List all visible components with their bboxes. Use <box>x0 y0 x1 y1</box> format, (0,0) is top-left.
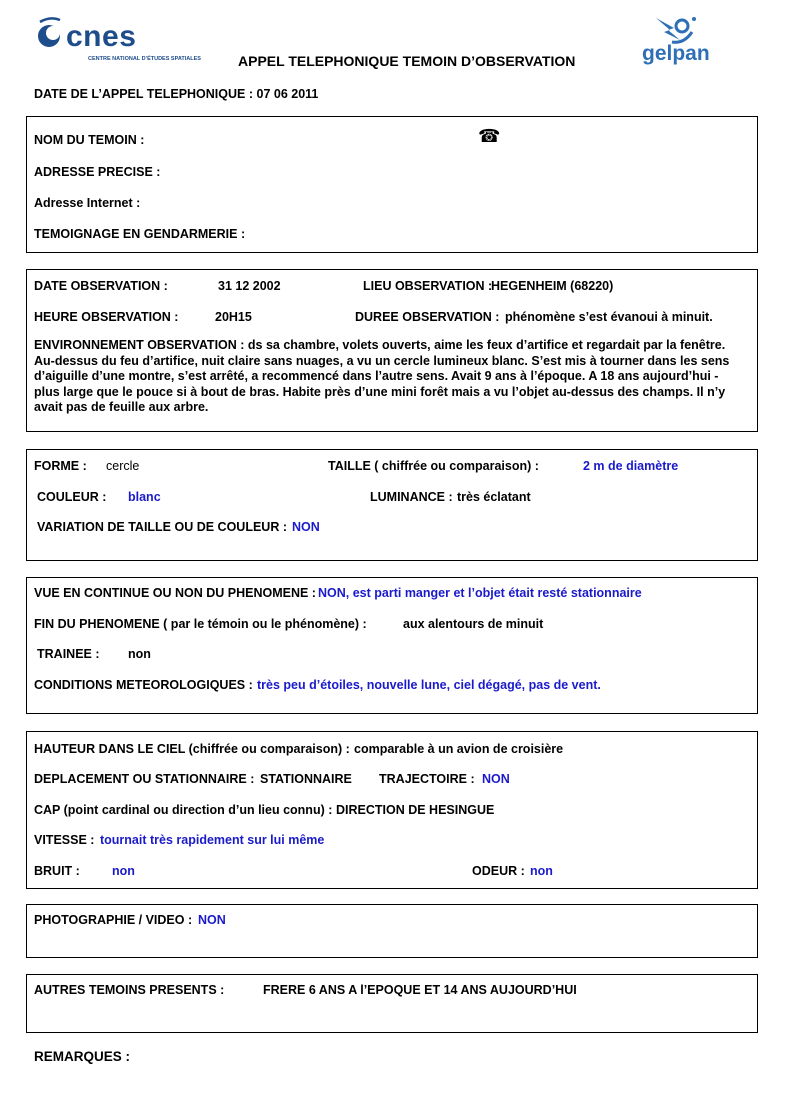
remarks-label: REMARQUES : <box>34 1049 131 1064</box>
luminance-value: très éclatant <box>457 490 531 504</box>
media-label: PHOTOGRAPHIE / VIDEO : <box>34 913 193 927</box>
media-value: NON <box>198 913 226 927</box>
height-value: comparable à un avion de croisière <box>354 742 564 756</box>
call-date-value: 07 06 2011 <box>256 87 319 101</box>
end-value: aux alentours de minuit <box>403 617 544 631</box>
speed-label: VITESSE : <box>34 833 95 847</box>
page-title: APPEL TELEPHONIQUE TEMOIN D’OBSERVATION <box>238 53 576 69</box>
shape-label: FORME : <box>34 459 87 473</box>
end-label: FIN DU PHENOMENE ( par le témoin ou le phénomène) : <box>34 617 367 631</box>
color-value: blanc <box>128 490 161 504</box>
speed-value: tournait très rapidement sur lui même <box>100 833 325 847</box>
luminance-label: LUMINANCE : <box>370 490 453 504</box>
shape-value: cercle <box>106 459 140 473</box>
gelpan-logo-text: gelpan <box>642 42 710 65</box>
other-witnesses-value: FRERE 6 ANS A l’EPOQUE ET 14 ANS AUJOURD’HUI <box>263 983 577 997</box>
trail-label: TRAINEE : <box>37 647 100 661</box>
witness-gendarmerie-label: TEMOIGNAGE EN GENDARMERIE : <box>34 227 246 241</box>
phone-icon: ☎ <box>478 126 501 146</box>
observation-date-label: DATE OBSERVATION : <box>34 279 168 293</box>
noise-label: BRUIT : <box>34 864 80 878</box>
witness-address-label: ADRESSE PRECISE : <box>34 165 161 179</box>
observation-place-label: LIEU OBSERVATION : <box>363 279 493 293</box>
heading-value: DIRECTION DE HESINGUE <box>336 803 495 817</box>
trajectory-label: TRAJECTOIRE : <box>379 772 475 786</box>
displacement-value: STATIONNAIRE <box>260 772 352 786</box>
gelpan-logo <box>640 14 716 70</box>
size-value: 2 m de diamètre <box>583 459 679 473</box>
continuous-label: VUE EN CONTINUE OU NON DU PHENOMENE : <box>34 586 316 600</box>
displacement-label: DEPLACEMENT OU STATIONNAIRE : <box>34 772 255 786</box>
size-label: TAILLE ( chiffrée ou comparaison) : <box>328 459 539 473</box>
heading-label: CAP (point cardinal ou direction d’un lieu connu) : <box>34 803 333 817</box>
cnes-logo-text: cnes <box>66 20 137 53</box>
call-date-label <box>34 87 318 101</box>
observation-duration-label: DUREE OBSERVATION : <box>355 310 500 324</box>
color-label: COULEUR : <box>37 490 107 504</box>
observation-environment-text: ds sa chambre, volets ouverts, aime les feux d’artifice et regardait par la fenêtre. Au-dessus du feu d’artifice, nuit claire sans nuages, a vu un cercle lumineux blanc. S’est mis à tourner dans les sens d’aiguille d’une montre, s’est arrêté, a recommencé dans l’autre sens. Avait 9 ans à l’époque. A 18 ans aujourd’hui - plus large que le pouce si à bout de bras. Habite près d’une mini forêt mais a vu l’objet au-dessus des champs. Il n’y avait pas de feuille aux arbre. <box>34 338 730 414</box>
observation-place-value: HEGENHEIM (68220) <box>491 279 614 293</box>
call-date-label-text: DATE DE L’APPEL TELEPHONIQUE : <box>34 87 254 101</box>
observation-duration-value: phénomène s’est évanoui à minuit. <box>505 310 713 324</box>
observation-time-value: 20H15 <box>215 310 252 324</box>
other-witnesses-label: AUTRES TEMOINS PRESENTS : <box>34 983 225 997</box>
witness-internet-label: Adresse Internet : <box>34 196 141 210</box>
observation-environment <box>34 338 746 416</box>
trajectory-value: NON <box>482 772 510 786</box>
weather-label: CONDITIONS METEOROLOGIQUES : <box>34 678 253 692</box>
cnes-logo-subtitle: CENTRE NATIONAL D’ÉTUDES SPATIALES <box>88 56 201 62</box>
weather-value: très peu d’étoiles, nouvelle lune, ciel dégagé, pas de vent. <box>257 678 601 692</box>
observation-time-label: HEURE OBSERVATION : <box>34 310 179 324</box>
observation-date-value: 31 12 2002 <box>218 279 281 293</box>
variation-value: NON <box>292 520 320 534</box>
height-label: HAUTEUR DANS LE CIEL (chiffrée ou comparaison) : <box>34 742 350 756</box>
variation-label: VARIATION DE TAILLE OU DE COULEUR : <box>37 520 287 534</box>
noise-value: non <box>112 864 135 878</box>
trail-value: non <box>128 647 151 661</box>
cnes-logo <box>36 14 201 66</box>
observation-environment-label: ENVIRONNEMENT OBSERVATION : <box>34 338 245 352</box>
smell-label: ODEUR : <box>472 864 525 878</box>
witness-name-label: NOM DU TEMOIN : <box>34 133 145 147</box>
smell-value: non <box>530 864 553 878</box>
continuous-value: NON, est parti manger et l’objet était resté stationnaire <box>318 586 642 600</box>
